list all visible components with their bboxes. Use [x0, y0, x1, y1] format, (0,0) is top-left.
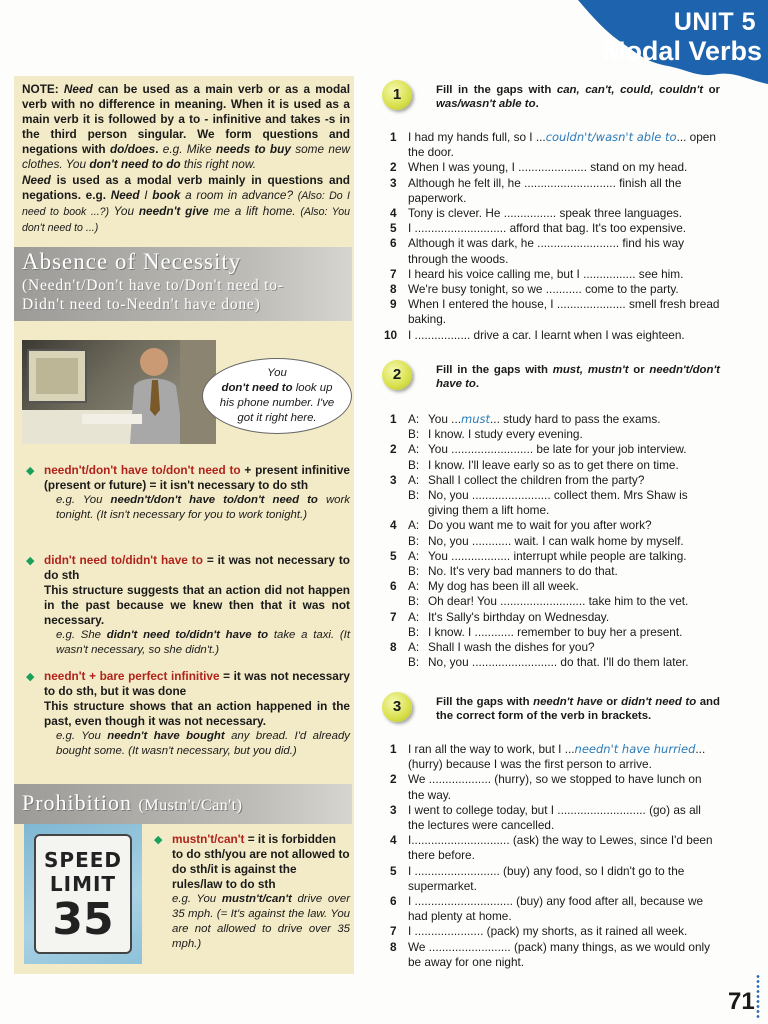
exercise-items [382, 742, 720, 970]
item-number: 4 [390, 518, 397, 533]
speaker-label: B: [408, 594, 420, 609]
dialogue-line-b [382, 458, 720, 473]
exercise-item [382, 160, 720, 175]
exercise-instructions: Fill in the gaps with must, mustn't or needn't/don't have to. [436, 364, 720, 390]
dialogue-line-b [382, 594, 720, 609]
item-text: I .............................. (buy) any food after all, because we had plenty at home. [408, 894, 704, 924]
exercise-item [382, 940, 720, 970]
item-text: I know. I ............ remember to buy her a present. [428, 624, 683, 639]
exercise-item [382, 328, 720, 343]
item-number: 5 [390, 548, 397, 563]
item-number: 8 [390, 282, 397, 297]
speaker-label: B: [408, 624, 420, 639]
page-edge-dots [756, 974, 760, 1018]
exercise-instructions: Fill in the gaps with can, can't, could, couldn't or was/wasn't able to. [436, 84, 720, 110]
item-text: I heard his voice calling me, but I ................ see him. [408, 266, 684, 281]
speaker-label: A: [408, 640, 420, 655]
speaker-label: B: [408, 488, 420, 503]
diamond-bullet-icon: ◆ [26, 555, 35, 567]
item-text: I ............................ afford that bag. It's too expensive. [408, 221, 687, 236]
item-number: 8 [390, 939, 397, 954]
prohibition-banner [14, 784, 352, 824]
item-number: 1 [390, 742, 397, 756]
exercise-number-badge: 3 [382, 692, 412, 722]
item-number: 7 [390, 609, 397, 624]
exercise-item [382, 297, 720, 327]
item-number: 7 [390, 266, 397, 281]
exercise-items [382, 412, 720, 670]
item-number: 2 [390, 442, 397, 457]
exercise-item [382, 176, 720, 206]
dialogue-line-a [382, 549, 720, 564]
rule-prohibition: ◆ mustn't/can't = it is forbidden to do sth/you are not allowed to do sth/it is against the rules/law to do sth e.g. You mustn't/can't drive over 35 mph. (= It's against the law. You are not allowed to drive over 35 mph.) [154, 832, 350, 950]
dialogue-line-b [382, 534, 720, 549]
item-number: 8 [390, 640, 397, 655]
speaker-label: A: [408, 548, 420, 563]
dialogue-line-a [382, 518, 720, 533]
prohibition-title: Prohibition (Mustn't/Can't) [22, 790, 243, 815]
item-text: Although he felt ill, he ............................ finish all the paperwork. [408, 175, 682, 205]
item-number: 5 [390, 863, 397, 878]
item-text: ... (hurry) because I was the first person to arrive. [408, 742, 706, 772]
diamond-bullet-icon: ◆ [26, 671, 35, 683]
item-text: Do you want me to wait for you after work? [428, 518, 652, 533]
dialogue-line-b [382, 625, 720, 640]
item-text: Oh dear! You .......................... take him to the vet. [428, 594, 689, 609]
exercise-items [382, 130, 720, 343]
item-text: I .......................... (buy) any food, so I didn't go to the supermarket. [408, 863, 685, 893]
item-number: 2 [390, 772, 397, 787]
exercise-item [382, 894, 720, 924]
speaker-label: B: [408, 457, 420, 472]
exercise-item [382, 803, 720, 833]
item-text: I ................. drive a car. I learnt when I was eighteen. [408, 327, 685, 342]
item-text: No, you .......................... do that. I'll do them later. [428, 655, 689, 670]
exercise-item [382, 742, 720, 772]
speaker-label: A: [408, 579, 420, 594]
item-text: ... open the door. [408, 130, 716, 160]
absence-title: Absence of Necessity [22, 249, 242, 274]
speaker-label: B: [408, 655, 420, 670]
item-text: We're busy tonight, so we ........... come to the party. [408, 282, 679, 297]
exercise-item [382, 864, 720, 894]
rule-past-done: ◆ needn't + bare perfect infinitive = it was not necessary to do sth, but it was done This structure shows that an action happened in the past, even though it was not necessary. e.g. You needn't have bought any bread. I'd already bought some. (It wasn't necessary, but you did.) [26, 669, 351, 757]
speaker-label: A: [408, 609, 420, 624]
exercise-instructions: Fill the gaps with needn't have or didn't need to and the correct form of the verb in brackets. [436, 696, 720, 722]
example-answer: must [461, 412, 491, 426]
absence-of-necessity-banner [14, 247, 352, 321]
speaker-label: A: [408, 412, 420, 426]
item-text: Although it was dark, he ......................... find his way through the woods. [408, 236, 685, 266]
item-number: 1 [390, 412, 397, 426]
dialogue-line-b [382, 488, 720, 518]
item-text: I had my hands full, so I ... [408, 130, 546, 144]
dialogue-line-b [382, 564, 720, 579]
item-text: It's Sally's birthday on Wednesday. [428, 609, 610, 624]
item-text: ... study hard to pass the exams. [490, 412, 661, 426]
exercise-item [382, 236, 720, 266]
dialogue-line-a [382, 640, 720, 655]
office-photo [22, 340, 216, 444]
item-text: Shall I collect the children from the party? [428, 472, 645, 487]
exercise-item [382, 772, 720, 802]
dialogue-line-a [382, 473, 720, 488]
item-text: We ................... (hurry), so we stopped to have lunch on the way. [408, 772, 702, 802]
item-text: I went to college today, but I ........................... (go) as all the lectures were cancelled. [408, 802, 701, 833]
speaker-label: B: [408, 427, 420, 442]
item-number: 2 [390, 160, 397, 175]
item-text: You .................. interrupt while people are talking. [428, 548, 687, 563]
speed-limit-sign-image [24, 824, 142, 964]
exercise-item [382, 221, 720, 236]
exercise-number-badge: 2 [382, 360, 412, 390]
rule-present-absence: ◆ needn't/don't have to/don't need to + present infinitive (present or future) = it isn't necessary to do sth e.g. You needn't/don't have to/don't need to work tonight. (It isn't necessary for you to work tonight.) [26, 463, 351, 521]
diamond-bullet-icon: ◆ [26, 465, 35, 477]
unit-label: UNIT 5 [673, 8, 756, 36]
exercise-number-badge: 1 [382, 80, 412, 110]
item-text: I ran all the way to work, but I ... [408, 742, 575, 756]
item-text: I know. I'll leave early so as to get there on time. [428, 457, 679, 472]
item-text: I know. I study every evening. [428, 427, 583, 442]
note-box: NOTE: Need can be used as a main verb or as a modal verb with no difference in meaning. When it is used as a main verb it is followed by a to - infinitive and takes -s in the third person singular. We form questions and negations with do/does. e.g. Mike needs to buy some new clothes. You don't need to do this right now. Need is used as a modal verb mainly in questions and negations. e.g. Need I book a room in advance? (Also: Do I need to book ...?) You needn't give me a lift home. (Also: You don't need to ...) [22, 82, 351, 234]
speaker-label: A: [408, 442, 420, 457]
dialogue-line-b [382, 655, 720, 670]
item-number: 6 [390, 579, 397, 594]
item-text: We ......................... (pack) many things, as we would only be away for one night. [408, 939, 711, 969]
item-number: 1 [390, 130, 397, 144]
dialogue-line-a [382, 579, 720, 594]
dialogue-line-a [382, 412, 720, 427]
item-number: 5 [390, 221, 397, 236]
item-text: When I was young, I ..................... stand on my head. [408, 160, 688, 175]
item-number: 3 [390, 802, 397, 817]
item-number: 3 [390, 175, 397, 190]
exercise-item [382, 833, 720, 863]
speaker-label: B: [408, 564, 420, 579]
speaker-label: B: [408, 533, 420, 548]
dialogue-line-a [382, 610, 720, 625]
example-answer: couldn't/wasn't able to [545, 130, 677, 144]
item-text: Tony is clever. He ................ speak three languages. [408, 206, 683, 221]
exercise-item [382, 267, 720, 282]
rule-past-not-done: ◆ didn't need to/didn't have to = it was not necessary to do sth This structure suggests that an action did not happen in the past because we knew then that it was not necessary. e.g. She didn't need to/didn't have to take a taxi. (It wasn't necessary, so she didn't.) [26, 553, 350, 656]
item-text: You ......................... be late for your job interview. [428, 442, 687, 457]
item-number: 4 [390, 206, 397, 221]
example-answer: needn't have hurried [574, 742, 696, 756]
page-number: 71 [728, 988, 755, 1015]
item-text: No, you ........................ collect them. Mrs Shaw is giving them a lift home. [428, 488, 688, 518]
diamond-bullet-icon: ◆ [154, 834, 163, 846]
unit-header-corner [548, 0, 768, 90]
item-number: 7 [390, 924, 397, 939]
exercise-item [382, 282, 720, 297]
item-number: 4 [390, 833, 397, 848]
item-number: 10 [384, 327, 398, 342]
item-number: 3 [390, 472, 397, 487]
speech-bubble: You don't need to look up his phone number. I've got it right here. [202, 358, 352, 434]
dialogue-line-b [382, 427, 720, 442]
item-text: I ..................... (pack) my shorts, as it rained all week. [408, 924, 688, 939]
item-text: My dog has been ill all week. [428, 579, 579, 594]
item-number: 6 [390, 236, 397, 251]
speaker-label: A: [408, 472, 420, 487]
item-text: No. It's very bad manners to do that. [428, 564, 618, 579]
absence-subtitle: (Needn't/Don't have to/Don't need to- Didn't need to-Needn't have done) [22, 277, 284, 313]
exercise-item [382, 206, 720, 221]
item-number: 9 [390, 297, 397, 312]
grammar-panel [14, 76, 354, 974]
item-number: 6 [390, 894, 397, 909]
speed-limit-plate: SPEED LIMIT 35 [34, 834, 132, 954]
exercise-item [382, 130, 720, 160]
item-text: No, you ............ wait. I can walk home by myself. [428, 533, 684, 548]
speaker-label: A: [408, 518, 420, 533]
item-text: You ... [428, 412, 462, 426]
item-text: Shall I wash the dishes for you? [428, 640, 595, 655]
item-text: When I entered the house, I ..................... smell fresh bread baking. [408, 297, 720, 327]
unit-title: Modal Verbs [602, 36, 762, 66]
dialogue-line-a [382, 442, 720, 457]
exercise-item [382, 924, 720, 939]
item-text: I.............................. (ask) the way to Lewes, since I'd been there before. [408, 833, 713, 863]
